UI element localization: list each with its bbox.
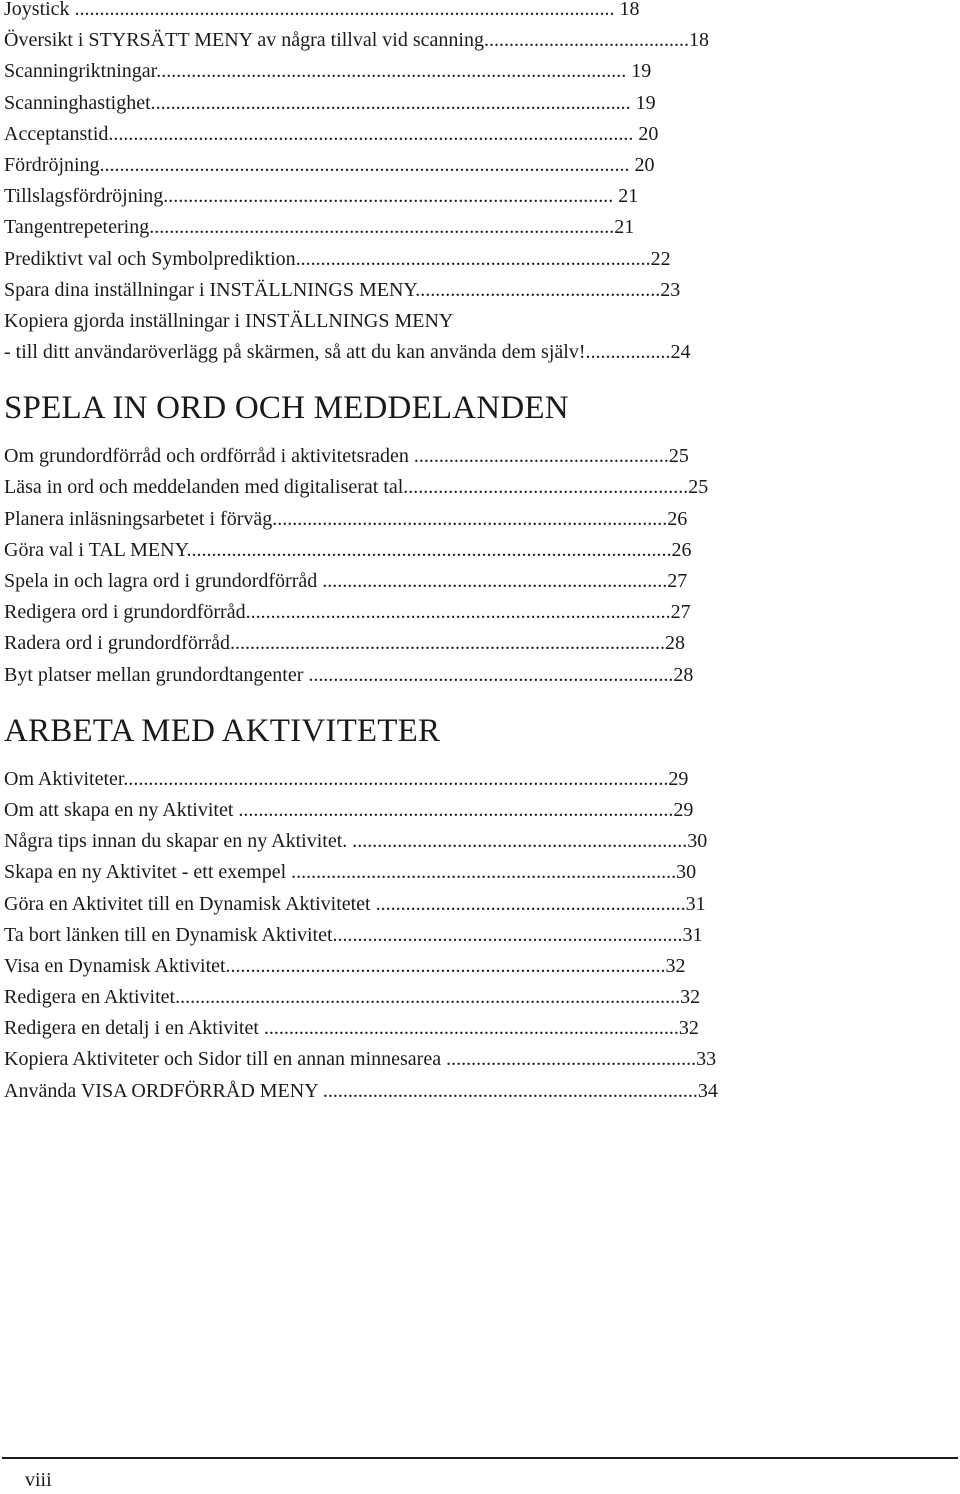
toc-entry: Översikt i STYRSÄTT MENY av några tillval vid scanning.........................................18	[4, 29, 709, 52]
toc-entry: Tillslagsfördröjning.......................................................................................... 21	[4, 185, 639, 208]
toc-entry: Planera inläsningsarbetet i förväg...............................................................................26	[4, 507, 688, 530]
toc-entry: - till ditt användaröverlägg på skärmen, så att du kan använda dem själv!.................24	[4, 341, 691, 364]
toc-entry: Kopiera gjorda inställningar i INSTÄLLNINGS MENY	[4, 309, 454, 332]
toc-entry: Tangentrepetering.............................................................................................21	[4, 216, 635, 239]
toc-entry: Byt platser mellan grundordtangenter .........................................................................28	[4, 663, 694, 686]
toc-entry: Läsa in ord och meddelanden med digitaliserat tal.........................................................25	[4, 476, 709, 499]
toc-entry: Redigera en Aktivitet.....................................................................................................32	[4, 986, 701, 1009]
toc-entry: Scanninghastighet................................................................................................ 19	[4, 91, 656, 114]
toc-entry: Spela in och lagra ord i grundordförråd .....................................................................27	[4, 570, 688, 592]
toc-entry: Om att skapa en ny Aktivitet .......................................................................................29	[4, 798, 694, 821]
toc-entry: Om Aktiviteter.............................................................................................................29	[4, 767, 689, 790]
toc-entry: Visa en Dynamisk Aktivitet........................................................................................32	[4, 954, 686, 977]
toc-entry: Radera ord i grundordförråd.......................................................................................28	[4, 632, 686, 655]
footer-rule	[2, 1457, 958, 1459]
toc-entry: Några tips innan du skapar en ny Aktivitet. ...................................................................30	[4, 830, 708, 853]
section-heading: SPELA IN ORD OCH MEDDELANDEN	[4, 390, 569, 427]
toc-entry: Ta bort länken till en Dynamisk Aktivitet......................................................................31	[4, 923, 703, 946]
toc-group-recording	[4, 441, 818, 691]
table-of-contents	[4, 0, 818, 1107]
toc-entry: Skapa en ny Aktivitet - ett exempel .............................................................................30	[4, 861, 697, 884]
section-heading: ARBETA MED AKTIVITETER	[4, 712, 441, 749]
toc-entry: Acceptanstid......................................................................................................... 20	[4, 122, 659, 145]
toc-entry: Göra val i TAL MENY.................................................................................................26	[4, 538, 692, 561]
toc-entry: Spara dina inställningar i INSTÄLLNINGS MENY.................................................23	[4, 278, 681, 301]
toc-group-activities	[4, 764, 818, 1107]
toc-entry: Om grundordförråd och ordförråd i aktivitetsraden ...................................................25	[4, 445, 689, 468]
toc-group-settings	[4, 0, 818, 368]
toc-entry: Joystick ............................................................................................................ 18	[4, 0, 640, 20]
toc-entry: Scanningriktningar.............................................................................................. 19	[4, 60, 652, 83]
toc-entry: Fördröjning.......................................................................................................... 20	[4, 153, 655, 176]
toc-entry: Använda VISA ORDFÖRRÅD MENY ...........................................................................34	[4, 1079, 718, 1102]
toc-entry: Kopiera Aktiviteter och Sidor till en annan minnesarea ..................................................33	[4, 1048, 717, 1071]
toc-entry: Prediktivt val och Symbolprediktion.......................................................................22	[4, 247, 671, 270]
toc-entry: Redigera en detalj i en Aktivitet ...................................................................................32	[4, 1017, 699, 1040]
page-number: viii	[25, 1469, 52, 1491]
toc-entry: Göra en Aktivitet till en Dynamisk Aktivitetet ..............................................................31	[4, 892, 706, 915]
toc-entry: Redigera ord i grundordförråd.....................................................................................27	[4, 601, 691, 624]
